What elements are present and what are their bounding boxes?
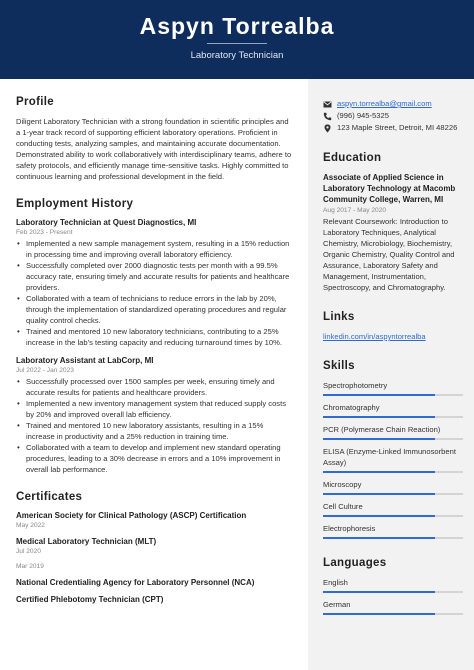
level-bar-fill (323, 438, 435, 440)
phone-number: (996) 945-5325 (337, 111, 389, 120)
job-date: Feb 2023 - Present (16, 229, 73, 236)
certificate-date: May 2022 (16, 522, 45, 529)
candidate-name: Aspyn Torrealba (139, 13, 335, 39)
contact-address (323, 122, 463, 134)
job-bullet: • Implemented a new inventory management system that reduced supply costs by 20% and improved overall lab efficiency. (16, 398, 292, 420)
certificate-entry (16, 511, 292, 529)
job-bullet: • Collaborated with a team to develop and implement new standard operating procedures, leading to a 30% decrease in errors and a 10% improvement in overall lab performance. (16, 442, 292, 475)
level-bar-fill (323, 493, 435, 495)
language-name: English (323, 578, 348, 587)
contact-phone (323, 110, 463, 122)
level-bar-track (323, 493, 463, 495)
resume-header (0, 0, 474, 79)
job-title: Laboratory Technician at Quest Diagnostics, MI (16, 218, 197, 227)
candidate-role: Laboratory Technician (190, 50, 284, 61)
language-item (323, 599, 463, 615)
skill-item (323, 446, 463, 473)
education-degree: Associate of Applied Science in Laboratory Technology at Macomb Community College, Warren, MI (323, 173, 456, 204)
job-bullet: • Successfully completed over 2000 diagnostic tests per month with a 99.5% accuracy rate, ensuring timely and accurate results for patients and healthcare providers. (16, 260, 292, 293)
certificate-entry (16, 578, 292, 587)
level-bar-track (323, 515, 463, 517)
job-title: Laboratory Assistant at LabCorp, MI (16, 356, 154, 365)
certificate-entry (16, 595, 292, 604)
skills-heading: Skills (323, 360, 355, 372)
sidebar-column (323, 98, 463, 621)
header-divider (207, 43, 267, 44)
profile-heading: Profile (16, 96, 54, 108)
skill-name: Cell Culture (323, 502, 363, 511)
links-heading: Links (323, 311, 355, 323)
level-bar-fill (323, 515, 435, 517)
certificate-entry (16, 563, 292, 570)
job-bullet: • Collaborated with a team of technicians to reduce errors in the lab by 20%, through the implementation of standardized operating procedures and regular quality control checks. (16, 293, 292, 326)
skill-item (323, 523, 463, 539)
address-text: 123 Maple Street, Detroit, MI 48226 (337, 123, 458, 132)
level-bar-fill (323, 537, 435, 539)
job-entry (16, 356, 292, 475)
level-bar-fill (323, 471, 435, 473)
skill-item (323, 501, 463, 517)
skills-list (323, 380, 463, 539)
certificate-title: American Society for Clinical Pathology (ASCP) Certification (16, 511, 247, 520)
level-bar-fill (323, 591, 435, 593)
email-link[interactable]: aspyn.torrealba@gmail.com (337, 99, 432, 108)
languages-list (323, 577, 463, 615)
job-date: Jul 2022 - Jan 2023 (16, 367, 74, 374)
skill-name: ELISA (Enzyme-Linked Immunosorbent Assay) (323, 447, 456, 467)
certificate-date: Mar 2019 (16, 563, 44, 570)
skill-item (323, 380, 463, 396)
job-bullet: • Trained and mentored 10 new laboratory technicians, contributing to a 25% increase in the lab's testing capacity and reducing turnaround times by 10%. (16, 326, 292, 348)
skill-name: PCR (Polymerase Chain Reaction) (323, 425, 441, 434)
skill-item (323, 402, 463, 418)
education-date: Aug 2017 - May 2020 (323, 207, 387, 214)
education-coursework: Relevant Coursework: Introduction to Laboratory Techniques, Analytical Chemistry, Microbiology, Biochemistry, Organic Chemistry, Quality Control and Assurance, Laboratory Safety and Management, Instrumentation, Spectroscopy, and Chromatography. (323, 217, 455, 292)
envelope-icon (323, 100, 332, 109)
job-bullets (16, 238, 292, 348)
job-bullets (16, 376, 292, 475)
skill-item (323, 424, 463, 440)
certificate-title: Certified Phlebotomy Technician (CPT) (16, 595, 164, 604)
education-heading: Education (323, 152, 382, 164)
contact-email (323, 98, 463, 110)
job-bullet: • Trained and mentored 10 new laboratory assistants, resulting in a 15% increase in productivity and a 25% reduction in training time. (16, 420, 292, 442)
skill-item (323, 479, 463, 495)
job-bullet: • Implemented a new sample management system, resulting in a 15% reduction in processing time and improving overall laboratory efficiency. (16, 238, 292, 260)
linkedin-link[interactable]: linkedin.com/in/aspyntorrealba (323, 332, 426, 341)
job-bullet: • Successfully processed over 1500 samples per week, ensuring timely and accurate results for patients and healthcare providers. (16, 376, 292, 398)
level-bar-track (323, 613, 463, 615)
skill-name: Electrophoresis (323, 524, 376, 533)
certificates-heading: Certificates (16, 491, 83, 503)
language-name: German (323, 600, 351, 609)
job-entry (16, 218, 292, 348)
location-pin-icon (323, 124, 332, 133)
skill-name: Spectrophotometry (323, 381, 388, 390)
skill-name: Microscopy (323, 480, 362, 489)
certificate-title: National Credentialing Agency for Laboratory Personnel (NCA) (16, 578, 255, 587)
level-bar-track (323, 591, 463, 593)
level-bar-track (323, 471, 463, 473)
phone-icon (323, 112, 332, 121)
language-item (323, 577, 463, 593)
main-column (16, 96, 292, 612)
level-bar-track (323, 416, 463, 418)
certificate-date: Jul 2020 (16, 548, 41, 555)
level-bar-fill (323, 613, 435, 615)
certificate-entry (16, 537, 292, 555)
level-bar-fill (323, 416, 435, 418)
level-bar-track (323, 394, 463, 396)
level-bar-track (323, 537, 463, 539)
profile-summary: Diligent Laboratory Technician with a strong foundation in scientific principles and a 1-year track record of supporting efficient laboratory operations. Proficient in conducting tests, analyzing samples, and maintaining accurate documentation. Demonstrated ability to work collaboratively with interdisciplinary teams, adhere to safety protocols, and efficiently manage time-sensitive tasks. Highly committed to continuous learning and professional development in the field. (16, 117, 292, 181)
languages-heading: Languages (323, 557, 387, 569)
employment-heading: Employment History (16, 198, 134, 210)
certificate-title: Medical Laboratory Technician (MLT) (16, 537, 157, 546)
skill-name: Chromatography (323, 403, 380, 412)
level-bar-fill (323, 394, 435, 396)
level-bar-track (323, 438, 463, 440)
